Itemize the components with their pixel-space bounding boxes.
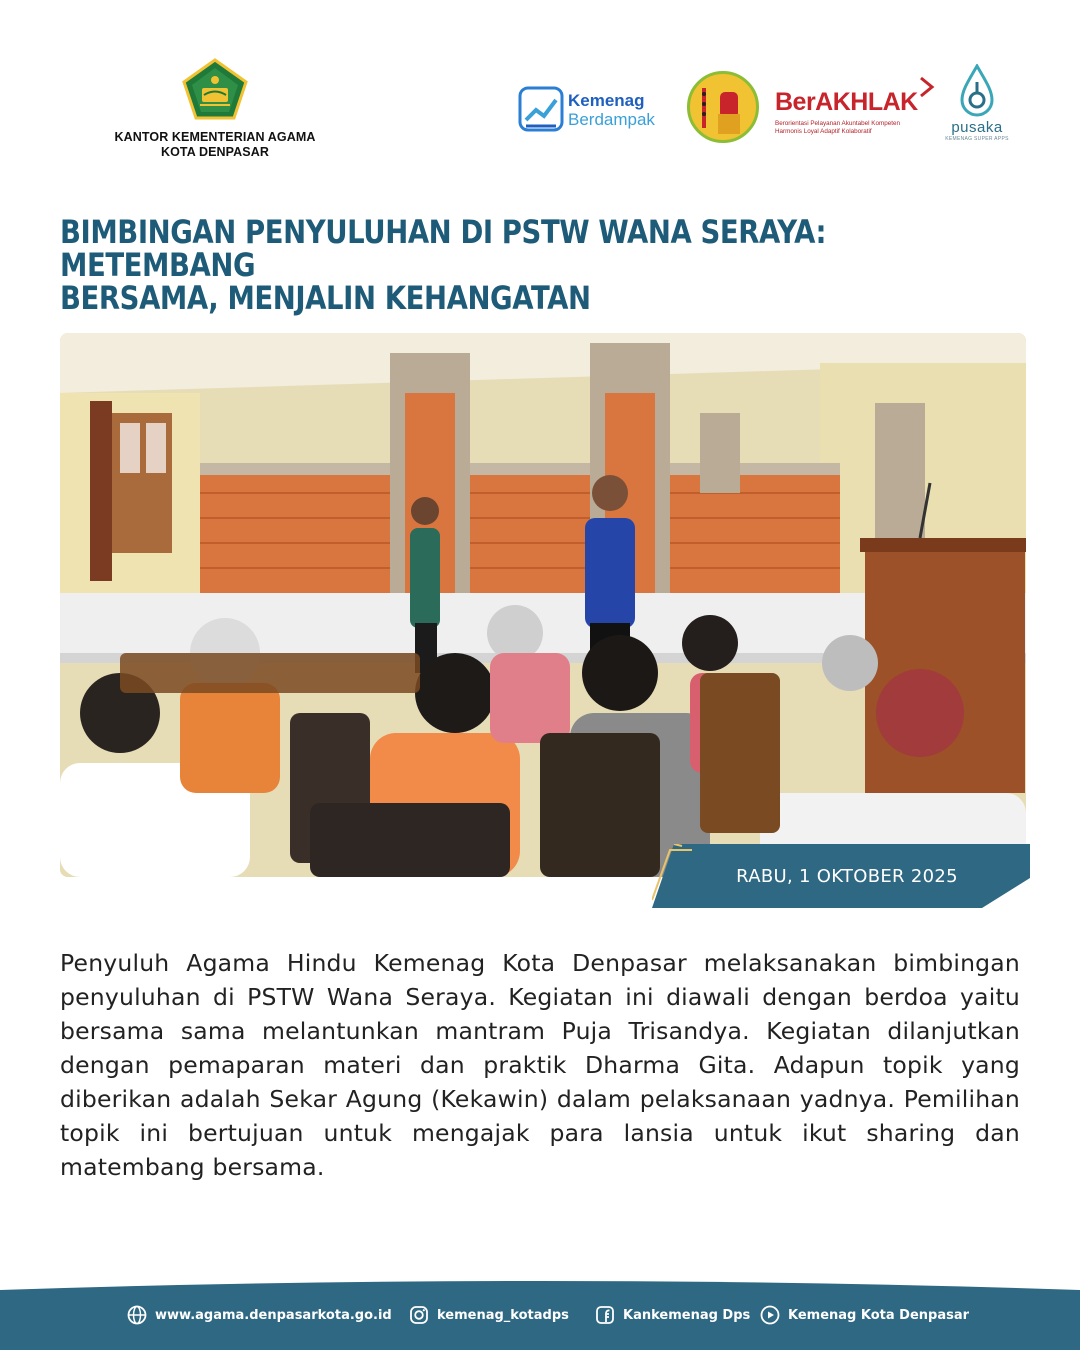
- org-block: [100, 58, 330, 160]
- event-date: RABU, 1 OKTOBER 2025: [736, 866, 958, 887]
- footer-instagram[interactable]: [409, 1302, 569, 1328]
- partner-logos: [518, 62, 1018, 152]
- footer-website-label: www.agama.denpasarkota.go.id: [155, 1307, 392, 1323]
- kemenag-berdampak-line-2: Berdampak: [568, 110, 655, 129]
- berakhlak-title: BerAKHLAK: [775, 88, 918, 116]
- youtube-icon: [760, 1305, 780, 1325]
- pusaka-subtitle: KEMENAG SUPER APPS: [945, 136, 1009, 142]
- sahabat-fist-icon: [690, 74, 759, 143]
- kemenag-berdampak-logo: [518, 84, 670, 134]
- article-body: Penyuluh Agama Hindu Kemenag Kota Denpasar melaksanakan bimbingan penyuluhan di PSTW Wana Seraya. Kegiatan ini diawali dengan berdoa yaitu bersama sama melantunkan mantram Puja Trisandya. Kegiatan dilanjutkan dengan pemaparan materi dan praktik Dharma Gita. Adapun topik yang diberikan adalah Sekar Agung (Kekawin) dalam pelaksanaan yadnya. Pemilihan topik ini bertujuan untuk mengajak para lansia untuk ikut sharing dan matembang bersama.: [60, 949, 1020, 1181]
- footer-facebook-label: Kankemenag Dps: [623, 1307, 751, 1323]
- article-title-line-1: BIMBINGAN PENYULUHAN DI PSTW WANA SERAYA: METEMBANG: [60, 213, 827, 284]
- instagram-icon: [409, 1305, 429, 1325]
- event-photo-illustration: [60, 333, 1026, 877]
- footer-facebook[interactable]: [595, 1302, 750, 1328]
- footer-website[interactable]: [127, 1302, 392, 1328]
- footer-youtube-label: Kemenag Kota Denpasar: [788, 1307, 970, 1323]
- org-name-line-1: KANTOR KEMENTERIAN AGAMA: [114, 130, 316, 144]
- berakhlak-logo: [773, 72, 933, 142]
- chevron-right-icon: [918, 76, 936, 98]
- facebook-icon: [595, 1305, 615, 1325]
- event-photo: [60, 333, 1026, 877]
- footer-instagram-label: kemenag_kotadps: [437, 1307, 569, 1323]
- kemenag-emblem-icon: [182, 58, 248, 120]
- sahabat-logo: [687, 71, 759, 143]
- berakhlak-subtitle-1: Berorientasi Pelayanan Akuntabel Kompeten: [775, 120, 900, 127]
- kemenag-berdampak-line-1: Kemenag: [568, 91, 645, 110]
- globe-icon: [127, 1305, 147, 1325]
- pusaka-drop-icon: [959, 64, 995, 120]
- kemenag-berdampak-mark-icon: [518, 86, 564, 132]
- org-name-line-2: KOTA DENPASAR: [160, 145, 269, 159]
- footer-youtube[interactable]: [760, 1302, 969, 1328]
- pusaka-logo: [942, 64, 1012, 148]
- footer-links: [0, 1302, 1080, 1332]
- article-title-line-2: BERSAMA, MENJALIN KEHANGATAN: [60, 279, 591, 317]
- berakhlak-subtitle-2: Harmonis Loyal Adaptif Kolaboratif: [775, 128, 872, 135]
- pusaka-name: pusaka: [951, 119, 1003, 136]
- article-title: [60, 213, 997, 317]
